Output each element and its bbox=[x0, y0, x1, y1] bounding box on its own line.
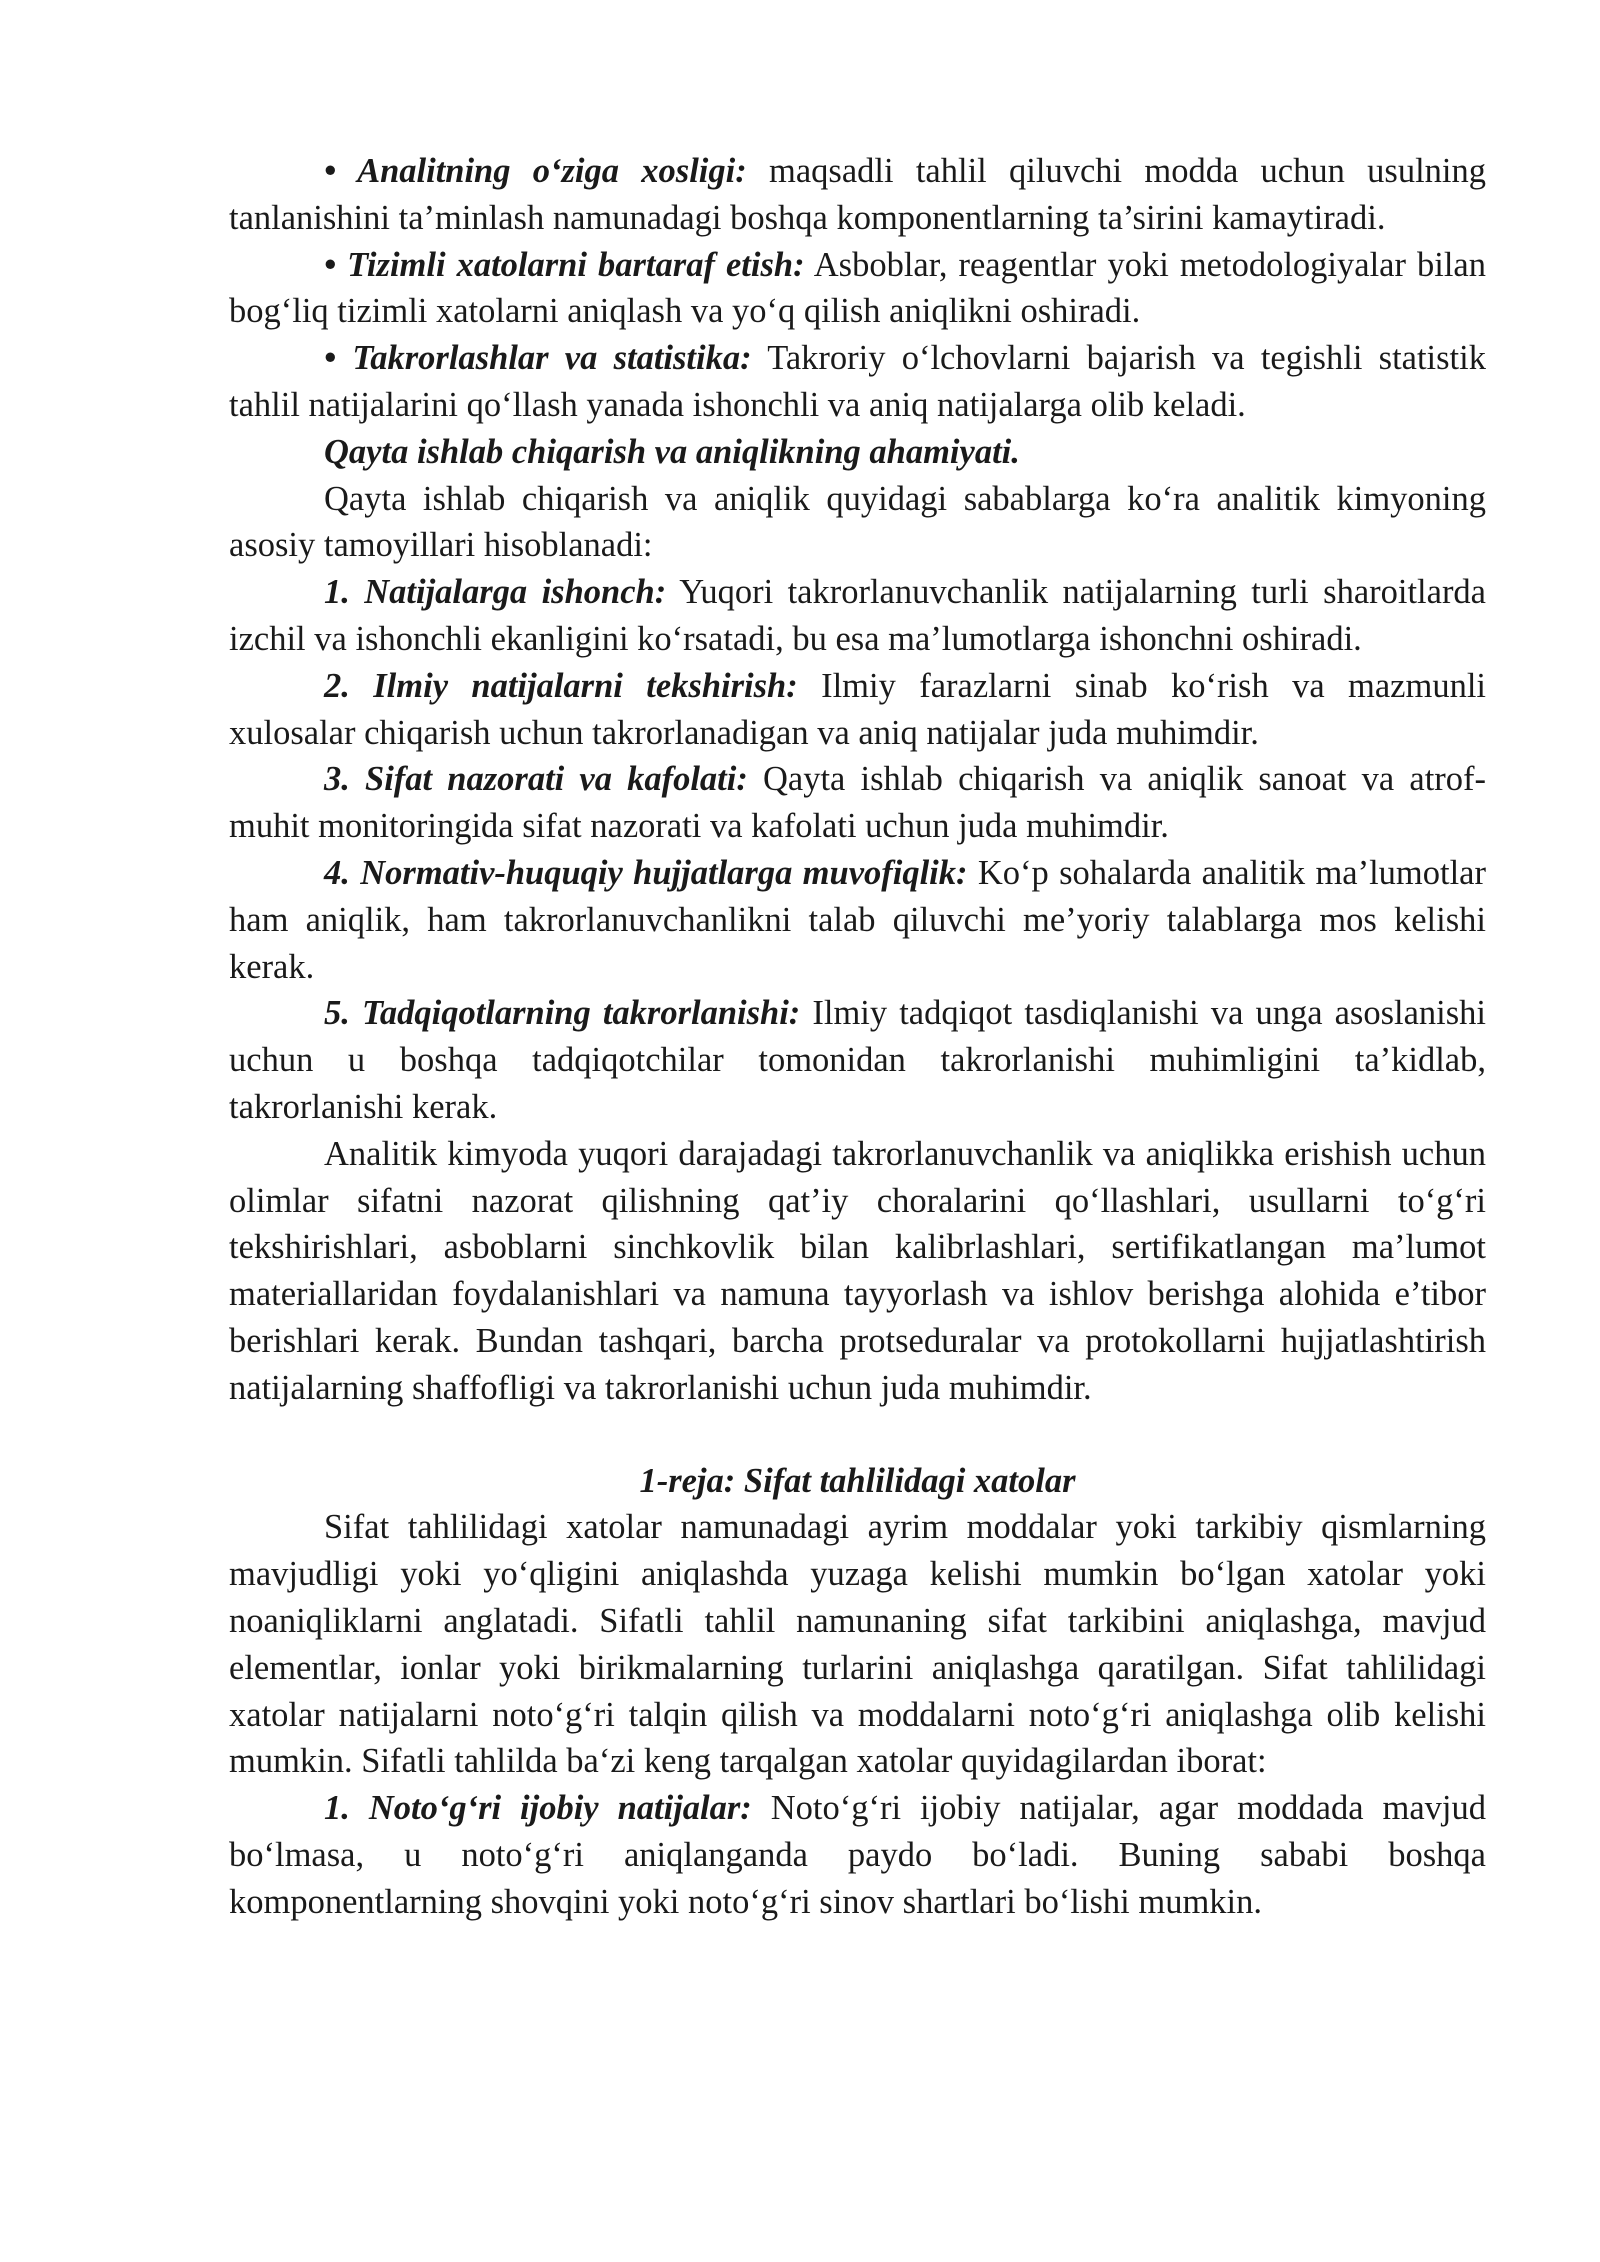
importance-intro: Qayta ishlab chiqarish va aniqlik quyidagi sabablarga ko‘ra analitik kimyoning asosiy tamoyillari hisoblanadi: bbox=[229, 479, 1486, 565]
item-text: Qayta ishlab chiqarish va aniqlik sanoat va atrof-muhit monitoringida sifat nazorati va kafolati uchun juda muhimdir. bbox=[229, 760, 1486, 846]
bullet-text: Takroriy o‘lchovlarni bajarish va tegishli statistik tahlil natijalarini qo‘llash yanada ishonchli va aniq natijalarga olib keladi. bbox=[229, 339, 1486, 424]
item-lead: 5. Tadqiqotlarning takrorlanishi: bbox=[324, 994, 801, 1033]
numbered-paragraph bbox=[229, 850, 1486, 990]
item-lead: 1. Noto‘g‘ri ijobiy natijalar: bbox=[324, 1789, 752, 1828]
item-lead: 2. Ilmiy natijalarni tekshirish: bbox=[324, 666, 798, 705]
bullet-text: maqsadli tahlil qiluvchi modda uchun usulning tanlanishini ta’minlash namunadagi boshqa komponentlarning ta’sirini kamaytiradi. bbox=[229, 152, 1486, 237]
bullet-lead: • Tizimli xatolarni bartaraf etish: bbox=[324, 245, 805, 284]
numbered-paragraph bbox=[229, 569, 1486, 663]
bullet-paragraph bbox=[229, 335, 1486, 429]
bullet-lead: • Takrorlashlar va statistika: bbox=[324, 339, 752, 378]
item-text: Yuqori takrorlanuvchanlik natijalarning turli sharoitlarda izchil va ishonchli ekanligini ko‘rsatadi, bu esa ma’lumotlarga ishonchni oshiradi. bbox=[229, 573, 1486, 658]
item-lead: 1. Natijalarga ishonch: bbox=[324, 573, 667, 612]
bullet-paragraph bbox=[229, 148, 1486, 242]
item-lead: 4. Normativ-huquqiy hujjatlarga muvofiqlik: bbox=[324, 853, 968, 892]
item-lead: 3. Sifat nazorati va kafolati: bbox=[324, 760, 748, 799]
bullet-text: Asboblar, reagentlar yoki metodologiyalar bilan bog‘liq tizimli xatolarni aniqlash va yo‘q qilish aniqlikni oshiradi. bbox=[229, 245, 1486, 331]
bullet-paragraph bbox=[229, 242, 1486, 336]
numbered-paragraph bbox=[229, 663, 1486, 757]
item-text: Ilmiy tadqiqot tasdiqlanishi va unga asoslanishi uchun u boshqa tadqiqotchilar tomonidan takrorlanishi muhimligini ta’kidlab, takrorlanishi kerak. bbox=[229, 994, 1486, 1126]
section-intro: Sifat tahlilidagi xatolar namunadagi ayrim moddalar yoki tarkibiy qismlarning mavjudligi yoki yo‘qligini aniqlashda yuzaga kelishi mumkin bo‘lgan xatolar yoki noaniqliklarni anglatadi. Sifatli tahlil namunaning sifat tarkibini aniqlashga, mavjud elementlar, ionlar yoki birikmalarning turlarini aniqlashga qaratilgan. Sifat tahlilidagi xatolar natijalarni noto‘g‘ri talqin qilish va moddalarni noto‘g‘ri aniqlashga olib kelishi mumkin. Sifatli tahlilda ba‘zi keng tarqalgan xatolar quyidagilardan iborat: bbox=[229, 1508, 1486, 1781]
item-text: Ilmiy farazlarni sinab ko‘rish va mazmunli xulosalar chiqarish uchun takrorlanadigan va aniq natijalar juda muhimdir. bbox=[229, 666, 1486, 752]
item-text: Noto‘g‘ri ijobiy natijalar, agar moddada mavjud bo‘lmasa, u noto‘g‘ri aniqlanganda paydo bo‘ladi. Buning sababi boshqa komponentlarning shovqini yoki noto‘g‘ri sinov shartlari bo‘lishi mumkin. bbox=[229, 1789, 1486, 1921]
bullet-lead: • Analitning o‘ziga xosligi: bbox=[324, 152, 747, 190]
section-title: 1-reja: Sifat tahlilidagi xatolar bbox=[639, 1461, 1076, 1500]
importance-conclusion: Analitik kimyoda yuqori darajadagi takrorlanuvchanlik va aniqlikka erishish uchun olimlar sifatni nazorat qilishning qat’iy choralarini qo‘llashlari, usullarni to‘g‘ri tekshirishlari, asboblarni sinchkovlik bilan kalibrlashlari, sertifikatlangan ma’lumot materiallaridan foydalanishlari va namuna tayyorlash va ishlov berishga alohida e’tibor berishlari kerak. Bundan tashqari, barcha protseduralar va protokollarni hujjatlashtirish natijalarning shaffofligi va takrorlanishi uchun juda muhimdir. bbox=[229, 1134, 1486, 1407]
item-text: Ko‘p sohalarda analitik ma’lumotlar ham aniqlik, ham takrorlanuvchanlikni talab qiluvchi me’yoriy talablarga mos kelishi kerak. bbox=[229, 853, 1486, 986]
numbered-paragraph bbox=[229, 1785, 1486, 1925]
document-page bbox=[229, 148, 1486, 1925]
numbered-paragraph bbox=[229, 990, 1486, 1130]
importance-heading: Qayta ishlab chiqarish va aniqlikning ahamiyati. bbox=[324, 432, 1020, 471]
numbered-paragraph bbox=[229, 756, 1486, 850]
